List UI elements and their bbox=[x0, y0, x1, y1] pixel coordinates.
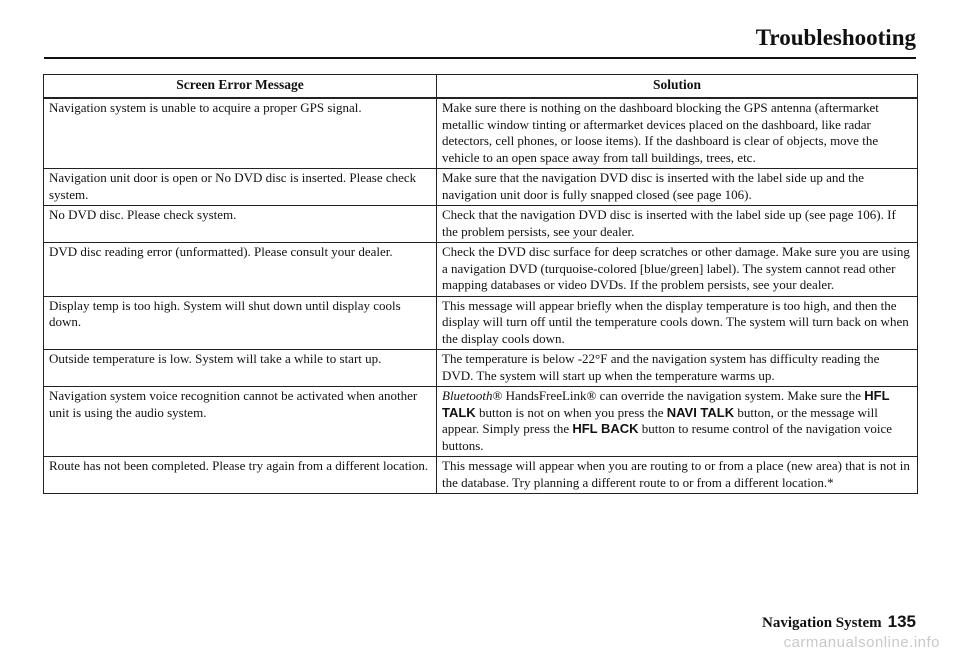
table-row bbox=[44, 98, 918, 169]
table-row bbox=[44, 457, 918, 494]
bluetooth-text: Bluetooth bbox=[442, 388, 493, 403]
page-number: 135 bbox=[887, 612, 916, 631]
error-message-cell: No DVD disc. Please check system. bbox=[44, 206, 437, 243]
table-row bbox=[44, 350, 918, 387]
error-message-cell: Outside temperature is low. System will take a while to start up. bbox=[44, 350, 437, 387]
solution-cell: This message will appear briefly when the display temperature is too high, and then the display will turn off until the temperature cools down. The system will turn back on when the display cools down. bbox=[437, 296, 918, 350]
table-row bbox=[44, 296, 918, 350]
section-name: Navigation System bbox=[762, 615, 882, 631]
table-row bbox=[44, 387, 918, 457]
solution-cell: The temperature is below -22°F and the navigation system has difficulty reading the DVD. The system will start up when the temperature warms up. bbox=[437, 350, 918, 387]
navi-talk-button-label: NAVI TALK bbox=[666, 404, 735, 420]
table-row bbox=[44, 206, 918, 243]
table-row bbox=[44, 243, 918, 297]
solution-cell: Check the DVD disc surface for deep scratches or other damage. Make sure you are using a navigation DVD (turquoise-colored [blue/green] label). The system cannot read other mapping databases or video DVDs. If the problem persists, see your dealer. bbox=[437, 243, 918, 297]
solution-cell: Make sure there is nothing on the dashboard blocking the GPS antenna (aftermarket metallic window tinting or aftermarket devices placed on the dashboard, like radar detectors, cell phones, or loose items). If the dashboard is clear of objects, move the vehicle to an open space away from tall buildings, trees, etc. bbox=[437, 98, 918, 169]
solution-text: button is not on when you press the bbox=[475, 404, 667, 420]
error-message-cell: Route has not been completed. Please try again from a different location. bbox=[44, 457, 437, 494]
watermark: carmanualsonline.info bbox=[783, 634, 940, 651]
title-divider bbox=[44, 57, 916, 59]
troubleshooting-table bbox=[43, 74, 918, 494]
table-row bbox=[44, 169, 918, 206]
hfl-back-button-label: HFL BACK bbox=[572, 421, 639, 436]
solution-cell: Make sure that the navigation DVD disc is inserted with the label side up and the navigation unit door is fully snapped closed (see page 106). bbox=[437, 169, 918, 206]
solution-cell bbox=[437, 387, 918, 457]
error-message-cell: DVD disc reading error (unformatted). Please consult your dealer. bbox=[44, 243, 437, 297]
page-title: Troubleshooting bbox=[755, 25, 916, 50]
error-message-cell: Navigation system voice recognition cannot be activated when another unit is using the audio system. bbox=[44, 387, 437, 457]
error-message-cell: Display temp is too high. System will shut down until display cools down. bbox=[44, 296, 437, 350]
column-header-error: Screen Error Message bbox=[44, 75, 437, 99]
solution-cell: Check that the navigation DVD disc is inserted with the label side up (see page 106). If the problem persists, see your dealer. bbox=[437, 206, 918, 243]
solution-text: button, or the message will appear. Simply press the bbox=[442, 404, 878, 436]
solution-text: ® HandsFreeLink® can override the navigation system. Make sure the bbox=[492, 388, 865, 403]
solution-text: button to resume control of the navigation voice buttons. bbox=[442, 421, 892, 453]
error-message-cell: Navigation system is unable to acquire a proper GPS signal. bbox=[44, 98, 437, 169]
table-header-row bbox=[44, 75, 918, 99]
solution-cell: This message will appear when you are routing to or from a place (new area) that is not in the database. Try planning a different route to or from a different location.* bbox=[437, 457, 918, 494]
hfl-talk-button-label: HFL TALK bbox=[442, 388, 890, 420]
error-message-cell: Navigation unit door is open or No DVD disc is inserted. Please check system. bbox=[44, 169, 437, 206]
column-header-solution: Solution bbox=[437, 75, 918, 99]
page-footer bbox=[762, 612, 916, 632]
